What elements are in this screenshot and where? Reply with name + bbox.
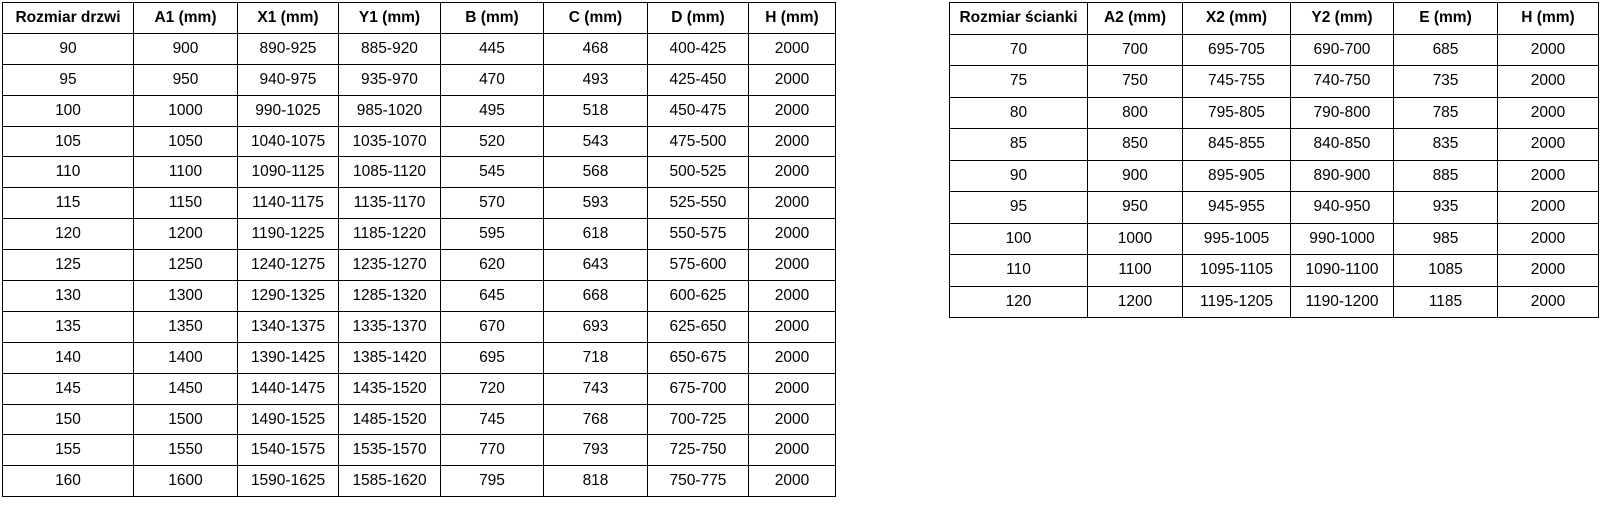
table-cell: 135 <box>3 311 134 342</box>
table-cell: 1100 <box>134 157 238 188</box>
table-cell: 700-725 <box>648 404 749 435</box>
table-cell: 1535-1570 <box>339 435 441 466</box>
table-cell: 1150 <box>134 188 238 219</box>
table-cell: 885-920 <box>339 33 441 64</box>
table-cell: 1185-1220 <box>339 219 441 250</box>
table-cell: 770 <box>441 435 544 466</box>
table-row <box>950 223 1599 255</box>
table-cell: 495 <box>441 95 544 126</box>
table-cell: 950 <box>1088 192 1183 224</box>
table-cell: 110 <box>3 157 134 188</box>
table-cell: 900 <box>134 33 238 64</box>
table-cell: 1440-1475 <box>238 373 339 404</box>
table-row <box>3 435 836 466</box>
table-cell: 595 <box>441 219 544 250</box>
table-cell: 1190-1225 <box>238 219 339 250</box>
table-cell: 620 <box>441 250 544 281</box>
table-cell: 500-525 <box>648 157 749 188</box>
table-cell: 145 <box>3 373 134 404</box>
table-header-row <box>3 3 836 34</box>
table-cell: 1140-1175 <box>238 188 339 219</box>
table-cell: 90 <box>950 160 1088 192</box>
table-cell: 1085 <box>1394 255 1498 287</box>
table-cell: 1600 <box>134 466 238 497</box>
table-row <box>950 34 1599 66</box>
table-cell: 1090-1100 <box>1291 255 1394 287</box>
table-cell: 85 <box>950 129 1088 161</box>
column-header: Y2 (mm) <box>1291 3 1394 35</box>
table-cell: 1300 <box>134 281 238 312</box>
table-cell: 550-575 <box>648 219 749 250</box>
table-cell: 768 <box>544 404 648 435</box>
column-header: Y1 (mm) <box>339 3 441 34</box>
table-cell: 745 <box>441 404 544 435</box>
table-cell: 545 <box>441 157 544 188</box>
table-cell: 1490-1525 <box>238 404 339 435</box>
table-cell: 2000 <box>749 95 836 126</box>
table-cell: 130 <box>3 281 134 312</box>
table-cell: 935 <box>1394 192 1498 224</box>
table-cell: 100 <box>3 95 134 126</box>
table-cell: 795 <box>441 466 544 497</box>
table-cell: 695-705 <box>1183 34 1291 66</box>
table-row <box>3 219 836 250</box>
table-cell: 2000 <box>1498 223 1599 255</box>
table-cell: 2000 <box>749 33 836 64</box>
table-cell: 1135-1170 <box>339 188 441 219</box>
column-header: C (mm) <box>544 3 648 34</box>
table-cell: 570 <box>441 188 544 219</box>
table-row <box>3 404 836 435</box>
table-cell: 650-675 <box>648 342 749 373</box>
table-cell: 1050 <box>134 126 238 157</box>
table-row <box>3 250 836 281</box>
table-cell: 668 <box>544 281 648 312</box>
table-cell: 950 <box>134 64 238 95</box>
table-cell: 468 <box>544 33 648 64</box>
table-cell: 1040-1075 <box>238 126 339 157</box>
table-cell: 1035-1070 <box>339 126 441 157</box>
table-cell: 2000 <box>1498 129 1599 161</box>
table-cell: 543 <box>544 126 648 157</box>
table-cell: 695 <box>441 342 544 373</box>
table-row <box>950 66 1599 98</box>
table-cell: 1000 <box>1088 223 1183 255</box>
table-cell: 525-550 <box>648 188 749 219</box>
table-cell: 2000 <box>1498 34 1599 66</box>
table-cell: 2000 <box>749 466 836 497</box>
table-cell: 795-805 <box>1183 97 1291 129</box>
table-cell: 2000 <box>749 126 836 157</box>
table-cell: 1385-1420 <box>339 342 441 373</box>
table-cell: 725-750 <box>648 435 749 466</box>
table-row <box>950 286 1599 318</box>
table-cell: 885 <box>1394 160 1498 192</box>
table-cell: 675-700 <box>648 373 749 404</box>
table-row <box>3 64 836 95</box>
table-cell: 470 <box>441 64 544 95</box>
table-cell: 945-955 <box>1183 192 1291 224</box>
table-cell: 425-450 <box>648 64 749 95</box>
table-row <box>3 466 836 497</box>
table-cell: 785 <box>1394 97 1498 129</box>
table-cell: 1000 <box>134 95 238 126</box>
table-cell: 593 <box>544 188 648 219</box>
table-cell: 568 <box>544 157 648 188</box>
table-cell: 2000 <box>1498 66 1599 98</box>
table-cell: 90 <box>3 33 134 64</box>
table-cell: 1585-1620 <box>339 466 441 497</box>
table-cell: 985 <box>1394 223 1498 255</box>
wall-size-table <box>949 2 1599 318</box>
table-cell: 2000 <box>749 311 836 342</box>
table-cell: 850 <box>1088 129 1183 161</box>
table-cell: 1590-1625 <box>238 466 339 497</box>
table-cell: 600-625 <box>648 281 749 312</box>
table-cell: 150 <box>3 404 134 435</box>
table-cell: 2000 <box>749 435 836 466</box>
table-row <box>950 255 1599 287</box>
table-row <box>950 192 1599 224</box>
table-cell: 120 <box>950 286 1088 318</box>
table-cell: 2000 <box>749 373 836 404</box>
table-cell: 720 <box>441 373 544 404</box>
table-cell: 670 <box>441 311 544 342</box>
column-header: Rozmiar drzwi <box>3 3 134 34</box>
table-cell: 475-500 <box>648 126 749 157</box>
table-row <box>3 281 836 312</box>
column-header: E (mm) <box>1394 3 1498 35</box>
table-cell: 740-750 <box>1291 66 1394 98</box>
table-cell: 2000 <box>749 281 836 312</box>
table-cell: 1435-1520 <box>339 373 441 404</box>
column-header: H (mm) <box>749 3 836 34</box>
table-cell: 990-1025 <box>238 95 339 126</box>
column-header: X1 (mm) <box>238 3 339 34</box>
table-row <box>950 97 1599 129</box>
table-cell: 95 <box>3 64 134 95</box>
table-cell: 520 <box>441 126 544 157</box>
table-cell: 618 <box>544 219 648 250</box>
table-cell: 160 <box>3 466 134 497</box>
table-row <box>950 160 1599 192</box>
table-row <box>3 157 836 188</box>
table-cell: 1085-1120 <box>339 157 441 188</box>
table-cell: 2000 <box>749 219 836 250</box>
table-cell: 2000 <box>749 64 836 95</box>
table-cell: 940-975 <box>238 64 339 95</box>
table-cell: 1400 <box>134 342 238 373</box>
table-cell: 1450 <box>134 373 238 404</box>
table-row <box>3 188 836 219</box>
table-cell: 840-850 <box>1291 129 1394 161</box>
table-cell: 140 <box>3 342 134 373</box>
table-cell: 110 <box>950 255 1088 287</box>
table-cell: 690-700 <box>1291 34 1394 66</box>
table-cell: 793 <box>544 435 648 466</box>
table-cell: 2000 <box>749 404 836 435</box>
table-cell: 400-425 <box>648 33 749 64</box>
table-cell: 750-775 <box>648 466 749 497</box>
table-row <box>3 373 836 404</box>
table-cell: 1540-1575 <box>238 435 339 466</box>
table-cell: 2000 <box>1498 97 1599 129</box>
table-cell: 1500 <box>134 404 238 435</box>
table-cell: 895-905 <box>1183 160 1291 192</box>
table-cell: 2000 <box>749 188 836 219</box>
column-header: H (mm) <box>1498 3 1599 35</box>
table-cell: 985-1020 <box>339 95 441 126</box>
table-cell: 745-755 <box>1183 66 1291 98</box>
table-cell: 1390-1425 <box>238 342 339 373</box>
table-cell: 718 <box>544 342 648 373</box>
table-cell: 1095-1105 <box>1183 255 1291 287</box>
table-cell: 2000 <box>1498 255 1599 287</box>
table-cell: 800 <box>1088 97 1183 129</box>
table-cell: 685 <box>1394 34 1498 66</box>
table-cell: 1235-1270 <box>339 250 441 281</box>
table-cell: 70 <box>950 34 1088 66</box>
table-cell: 575-600 <box>648 250 749 281</box>
table-cell: 900 <box>1088 160 1183 192</box>
table-cell: 95 <box>950 192 1088 224</box>
table-cell: 643 <box>544 250 648 281</box>
table-cell: 743 <box>544 373 648 404</box>
table-cell: 105 <box>3 126 134 157</box>
table-cell: 1200 <box>134 219 238 250</box>
table-cell: 940-950 <box>1291 192 1394 224</box>
table-cell: 700 <box>1088 34 1183 66</box>
table-cell: 100 <box>950 223 1088 255</box>
table-cell: 2000 <box>749 157 836 188</box>
table-cell: 80 <box>950 97 1088 129</box>
table-cell: 818 <box>544 466 648 497</box>
table-row <box>3 342 836 373</box>
table-cell: 990-1000 <box>1291 223 1394 255</box>
table-cell: 935-970 <box>339 64 441 95</box>
table-cell: 845-855 <box>1183 129 1291 161</box>
table-cell: 115 <box>3 188 134 219</box>
table-cell: 75 <box>950 66 1088 98</box>
table-cell: 625-650 <box>648 311 749 342</box>
door-size-table <box>2 2 836 497</box>
table-cell: 2000 <box>749 342 836 373</box>
table-cell: 995-1005 <box>1183 223 1291 255</box>
table-cell: 790-800 <box>1291 97 1394 129</box>
table-cell: 518 <box>544 95 648 126</box>
table-cell: 835 <box>1394 129 1498 161</box>
table-cell: 1335-1370 <box>339 311 441 342</box>
table-cell: 1485-1520 <box>339 404 441 435</box>
table-cell: 1550 <box>134 435 238 466</box>
table-cell: 1090-1125 <box>238 157 339 188</box>
table-cell: 125 <box>3 250 134 281</box>
table-cell: 155 <box>3 435 134 466</box>
table-cell: 693 <box>544 311 648 342</box>
table-row <box>3 33 836 64</box>
table-cell: 1100 <box>1088 255 1183 287</box>
column-header: A1 (mm) <box>134 3 238 34</box>
table-row <box>3 95 836 126</box>
table-cell: 890-900 <box>1291 160 1394 192</box>
table-cell: 1190-1200 <box>1291 286 1394 318</box>
table-cell: 645 <box>441 281 544 312</box>
table-cell: 1285-1320 <box>339 281 441 312</box>
column-header: B (mm) <box>441 3 544 34</box>
table-cell: 1185 <box>1394 286 1498 318</box>
table-cell: 120 <box>3 219 134 250</box>
table-cell: 2000 <box>749 250 836 281</box>
table-cell: 2000 <box>1498 286 1599 318</box>
table-row <box>3 126 836 157</box>
table-cell: 750 <box>1088 66 1183 98</box>
table-cell: 2000 <box>1498 160 1599 192</box>
table-cell: 450-475 <box>648 95 749 126</box>
column-header: A2 (mm) <box>1088 3 1183 35</box>
table-row <box>3 311 836 342</box>
column-header: D (mm) <box>648 3 749 34</box>
table-header-row <box>950 3 1599 35</box>
table-row <box>950 129 1599 161</box>
table-cell: 493 <box>544 64 648 95</box>
table-cell: 2000 <box>1498 192 1599 224</box>
table-cell: 890-925 <box>238 33 339 64</box>
table-cell: 1290-1325 <box>238 281 339 312</box>
table-cell: 735 <box>1394 66 1498 98</box>
table-cell: 1195-1205 <box>1183 286 1291 318</box>
table-cell: 1340-1375 <box>238 311 339 342</box>
column-header: Rozmiar ścianki <box>950 3 1088 35</box>
table-cell: 1350 <box>134 311 238 342</box>
table-cell: 1200 <box>1088 286 1183 318</box>
table-cell: 1240-1275 <box>238 250 339 281</box>
table-cell: 445 <box>441 33 544 64</box>
table-cell: 1250 <box>134 250 238 281</box>
column-header: X2 (mm) <box>1183 3 1291 35</box>
